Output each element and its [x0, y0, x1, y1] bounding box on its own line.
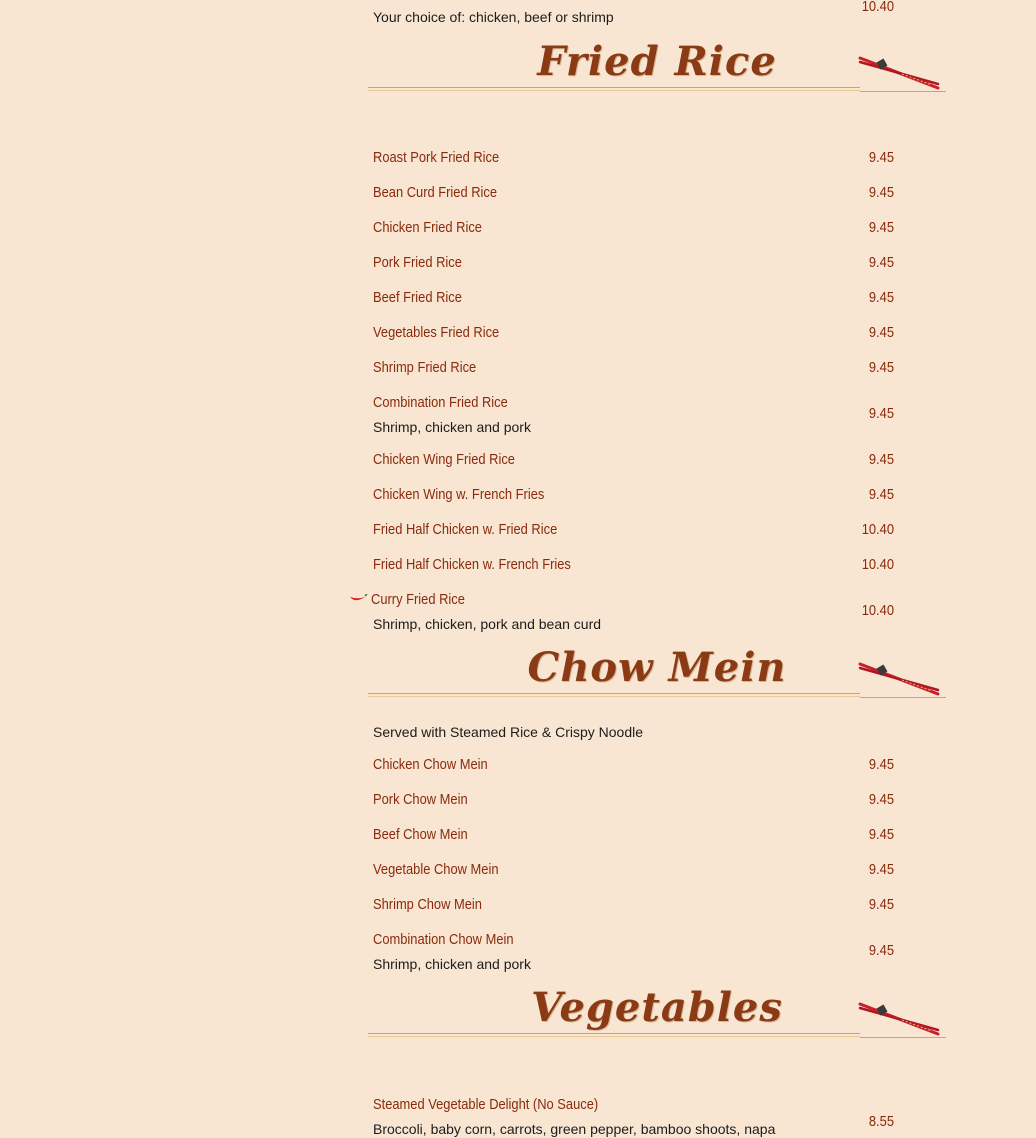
menu-item-name: Chicken Wing w. French Fries [373, 486, 545, 503]
menu-item-name: Beef Chow Mein [373, 826, 468, 843]
menu-item-name: Roast Pork Fried Rice [373, 149, 500, 166]
menu-item-name: Pork Chow Mein [373, 791, 468, 808]
menu-item-price: 9.45 [868, 219, 894, 236]
menu-item-name: Vegetable Chow Mein [373, 861, 499, 878]
menu-item-name: Chicken Wing Fried Rice [373, 451, 515, 468]
menu-item-price: 10.40 [861, 602, 894, 619]
menu-item-name: Fried Half Chicken w. French Fries [373, 556, 571, 573]
menu-item-price: 9.45 [868, 254, 894, 271]
menu-item-price: 10.40 [861, 556, 894, 573]
menu-item-price: 9.45 [868, 896, 894, 913]
menu-item-price: 8.55 [868, 1113, 894, 1130]
menu-item-name: Combination Fried Rice [373, 394, 508, 411]
menu-item-name: Chicken Chow Mein [373, 756, 488, 773]
chili-pepper-icon [348, 594, 368, 604]
menu-item-description: Shrimp, chicken, pork and bean curd [373, 616, 602, 632]
section-divider [368, 693, 860, 697]
menu-item-price: 9.45 [868, 486, 894, 503]
menu-item-name: Bean Curd Fried Rice [373, 184, 498, 201]
menu-item-price: 9.45 [868, 324, 894, 341]
menu-item-price: 9.45 [868, 942, 894, 959]
section-divider [860, 91, 946, 92]
menu-item-name: Fried Half Chicken w. Fried Rice [373, 521, 558, 538]
menu-item-description: Shrimp, chicken and pork [373, 419, 531, 435]
menu-item-name: Steamed Vegetable Delight (No Sauce) [373, 1096, 599, 1113]
section-title-vegetables: Vegetables [531, 984, 783, 1031]
section-note: Served with Steamed Rice & Crispy Noodle [373, 724, 644, 740]
menu-item-price: 9.45 [868, 184, 894, 201]
menu-item-price: 9.45 [868, 826, 894, 843]
menu-item-name: Pork Fried Rice [373, 254, 462, 271]
menu-item-price: 9.45 [868, 405, 894, 422]
menu-item-name: Shrimp Chow Mein [373, 896, 482, 913]
item-price: 10.40 [861, 0, 894, 15]
menu-item-price: 9.45 [868, 359, 894, 376]
menu-column [368, 0, 946, 1137]
menu-item-description: Shrimp, chicken and pork [373, 956, 531, 972]
section-divider [368, 1033, 860, 1037]
menu-item-name: Beef Fried Rice [373, 289, 462, 306]
menu-item-price: 9.45 [868, 451, 894, 468]
section-title-fried-rice: Fried Rice [537, 38, 777, 85]
menu-item-name: Curry Fried Rice [371, 591, 465, 608]
menu-item-price: 10.40 [861, 521, 894, 538]
menu-item-name: Combination Chow Mein [373, 931, 514, 948]
menu-item-price: 9.45 [868, 791, 894, 808]
chopsticks-icon [858, 54, 940, 90]
menu-item-name: Shrimp Fried Rice [373, 359, 477, 376]
menu-item-price: 9.45 [868, 149, 894, 166]
chopsticks-icon [858, 1000, 940, 1036]
section-divider [368, 87, 860, 91]
menu-item-price: 9.45 [868, 861, 894, 878]
chopsticks-icon [858, 660, 940, 696]
section-divider [860, 1037, 946, 1038]
section-divider [860, 697, 946, 698]
menu-item-price: 9.45 [868, 289, 894, 306]
menu-item-name: Chicken Fried Rice [373, 219, 482, 236]
menu-item-name: Vegetables Fried Rice [373, 324, 500, 341]
menu-item-description: Broccoli, baby corn, carrots, green pepper, bamboo shoots, napa [373, 1121, 776, 1137]
item-description: Your choice of: chicken, beef or shrimp [373, 9, 614, 25]
menu-item-price: 9.45 [868, 756, 894, 773]
section-title-chow-mein: Chow Mein [527, 644, 787, 691]
